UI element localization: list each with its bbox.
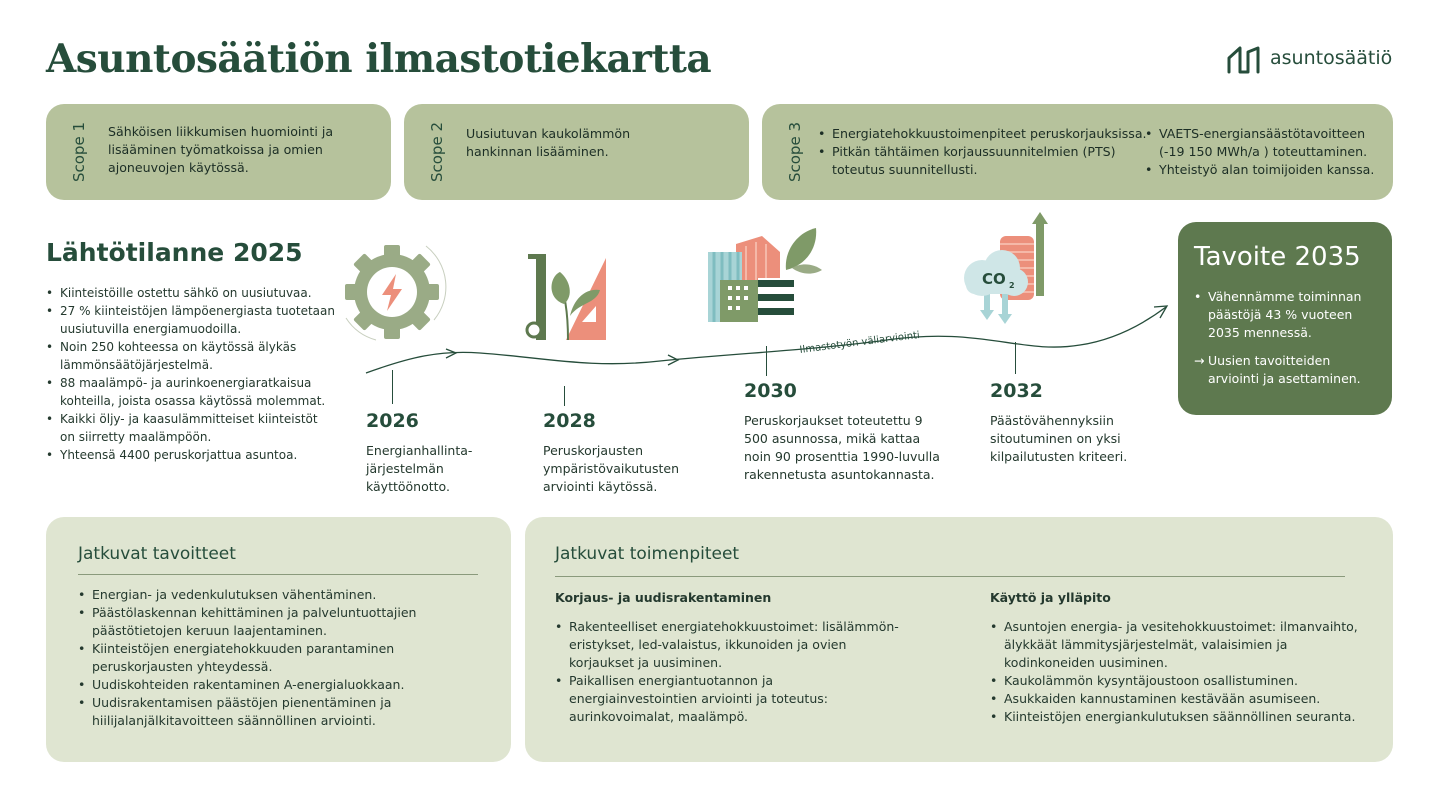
list-item: • 88 maalämpö- ja aurinkoenergiaratkaisua kohteilla, joista osassa käytössä molemmat. bbox=[46, 374, 336, 410]
page-title: Asuntosäätiön ilmastotiekartta bbox=[46, 36, 712, 82]
list-item: • Energian- ja vedenkulutuksen vähentäminen. bbox=[78, 586, 478, 604]
list-item: • Kiinteistöille ostettu sähkö on uusiutuvaa. bbox=[46, 284, 336, 302]
scope-3-list-right bbox=[1145, 125, 1379, 179]
card-title: Jatkuvat toimenpiteet bbox=[555, 544, 740, 564]
scope-text: Uusiutuvan kaukolämmön hankinnan lisääminen. bbox=[466, 126, 631, 159]
construction-actions-list bbox=[555, 618, 905, 726]
list-item: • Asukkaiden kannustaminen kestävään asumiseen. bbox=[990, 690, 1370, 708]
ongoing-actions-card bbox=[525, 517, 1393, 762]
list-item: • Yhteensä 4400 peruskorjattua asuntoa. bbox=[46, 446, 336, 464]
list-item: • Kiinteistöjen energiatehokkuuden parantaminen peruskorjausten yhteydessä. bbox=[78, 640, 478, 676]
maintenance-actions-list bbox=[990, 618, 1370, 726]
ongoing-goals-list bbox=[78, 586, 478, 730]
co2-subscript: 2 bbox=[1009, 281, 1015, 290]
list-item: • Yhteistyö alan toimijoiden kanssa. bbox=[1145, 161, 1379, 179]
svg-text:Ilmastotyön väliarviointi bbox=[799, 330, 920, 356]
milestone-tick bbox=[564, 386, 565, 406]
scope-3-card bbox=[762, 104, 1393, 200]
list-item: • Energiatehokkuustoimenpiteet peruskorjauksissa. bbox=[818, 125, 1148, 143]
milestone-year-2028: 2028 bbox=[543, 410, 596, 432]
list-item: • Pitkän tähtäimen korjaussuunnitelmien (PTS) toteutus suunnitellusti. bbox=[818, 143, 1148, 179]
leaf-ruler-icon bbox=[524, 250, 608, 342]
milestone-tick bbox=[766, 346, 767, 376]
ongoing-goals-card bbox=[46, 517, 511, 762]
list-item: • VAETS-energiansäästötavoitteen (-19 150 MWh/a ) toteuttaminen. bbox=[1145, 125, 1379, 161]
list-item: • Paikallisen energiantuotannon ja energiainvestointien arviointi ja toteutus: aurinkovoimalat, maalämpö. bbox=[555, 672, 905, 726]
milestone-text-2026: Energianhallinta-järjestelmän käyttöönotto. bbox=[366, 443, 473, 494]
milestone-year-2032: 2032 bbox=[990, 380, 1043, 402]
list-item: • Uudisrakentamisen päästöjen pienentäminen ja hiilijalanjälkitavoitteen säännöllinen arviointi. bbox=[78, 694, 478, 730]
goal-list bbox=[1194, 288, 1384, 342]
scope-label: Scope 3 bbox=[786, 122, 804, 183]
scope-text: Sähköisen liikkumisen huomiointi ja lisääminen työmatkoissa ja omien ajoneuvojen käytössä. bbox=[108, 124, 334, 175]
list-item: • Kaikki öljy- ja kaasulämmitteiset kiinteistöt on siirretty maalämpöön. bbox=[46, 410, 336, 446]
buildings-leaf-icon bbox=[706, 222, 826, 326]
card-title: Jatkuvat tavoitteet bbox=[78, 544, 236, 564]
milestone-tick bbox=[392, 370, 393, 404]
divider bbox=[78, 574, 478, 575]
list-item: • Asuntojen energia- ja vesitehokkuustoimet: ilmanvaihto, älykkäät lämmitysjärjestelmät, valaisimien ja kodinkoneiden uusiminen. bbox=[990, 618, 1370, 672]
scope-label: Scope 2 bbox=[428, 122, 446, 183]
list-item: • Rakenteelliset energiatehokkuustoimet: lisälämmön-eristykset, led-valaistus, ikkunoiden ja ovien korjaukset ja uusiminen. bbox=[555, 618, 905, 672]
milestone-text-2032: Päästövähennyksiin sitoutuminen on yksi kilpailutusten kriteeri. bbox=[990, 413, 1128, 464]
scope-2-card bbox=[404, 104, 749, 200]
milestone-tick bbox=[1015, 342, 1016, 374]
list-item: • Kaukolämmön kysyntäjoustoon osallistuminen. bbox=[990, 672, 1370, 690]
milestone-text-2028: Peruskorjausten ympäristövaikutusten arviointi käytössä. bbox=[543, 443, 679, 494]
milestone-text-2030: Peruskorjaukset toteutettu 9 500 asunnossa, mikä kattaa noin 90 prosenttia 1990-luvulla rakennetusta asuntokannasta. bbox=[744, 413, 940, 482]
co2-coins-icon bbox=[956, 210, 1056, 326]
subsection-title: Korjaus- ja uudisrakentaminen bbox=[555, 590, 772, 605]
start-list bbox=[46, 284, 336, 464]
divider bbox=[555, 576, 1345, 577]
milestone-year-2026: 2026 bbox=[366, 410, 419, 432]
list-item: • Vähennämme toiminnan päästöjä 43 % vuoteen 2035 mennessä. bbox=[1194, 288, 1384, 342]
start-title: Lähtötilanne 2025 bbox=[46, 238, 303, 267]
goal-card bbox=[1178, 222, 1392, 415]
subsection-title: Käyttö ja ylläpito bbox=[990, 590, 1111, 605]
milestone-year-2030: 2030 bbox=[744, 380, 797, 402]
co2-label: CO bbox=[982, 270, 1006, 288]
logo bbox=[1226, 44, 1396, 76]
list-item: • Kiinteistöjen energiankulutuksen säännöllinen seuranta. bbox=[990, 708, 1370, 726]
goal-arrow-item: → Uusien tavoitteiden arviointi ja asettaminen. bbox=[1194, 352, 1384, 388]
list-item: • Päästölaskennan kehittäminen ja palveluntuottajien päästötietojen keruun laajentaminen. bbox=[78, 604, 478, 640]
scope-1-card bbox=[46, 104, 391, 200]
timeline-path-label: Ilmastotyön väliarviointi bbox=[799, 330, 921, 356]
list-item: • Uudiskohteiden rakentaminen A-energialuokkaan. bbox=[78, 676, 478, 694]
scope-3-list-left bbox=[818, 125, 1148, 179]
gear-lightning-icon bbox=[336, 236, 452, 344]
goal-title: Tavoite 2035 bbox=[1194, 242, 1361, 272]
scope-label: Scope 1 bbox=[70, 122, 88, 183]
list-item: • Noin 250 kohteessa on käytössä älykäs lämmönsäätöjärjestelmä. bbox=[46, 338, 336, 374]
list-item: • 27 % kiinteistöjen lämpöenergiasta tuotetaan uusiutuvilla energiamuodoilla. bbox=[46, 302, 336, 338]
logo-text: asuntosäätiö bbox=[1270, 47, 1393, 69]
house-outline-icon bbox=[1226, 44, 1262, 74]
